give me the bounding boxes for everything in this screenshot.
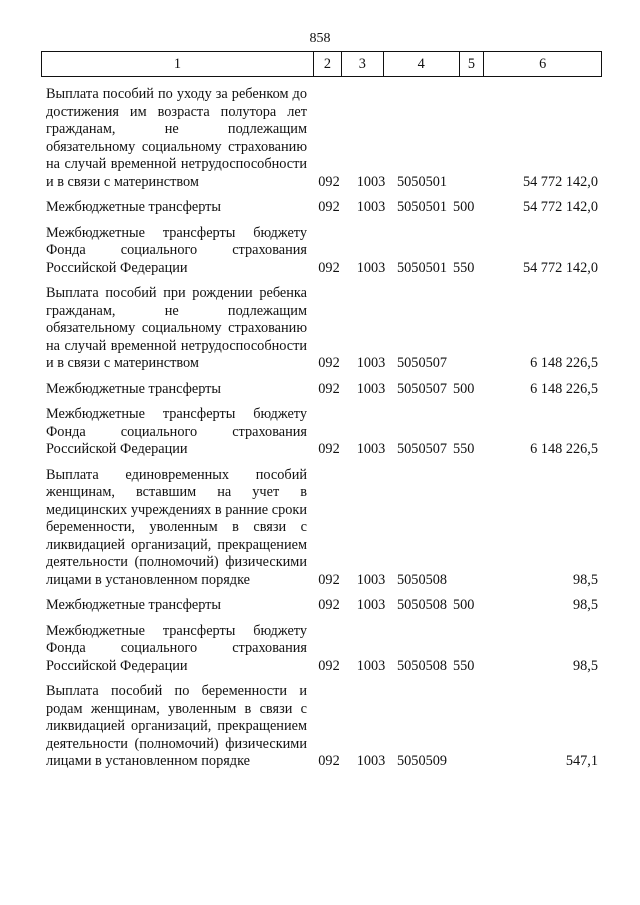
row-col-3: 1003 — [356, 199, 386, 215]
header-col-3: 3 — [342, 52, 384, 76]
header-col-4: 4 — [384, 52, 460, 76]
row-col-3: 1003 — [356, 441, 386, 457]
header-col-6: 6 — [539, 56, 547, 72]
row-amount: 98,5 — [572, 597, 598, 613]
row-col-2: 092 — [318, 753, 340, 769]
row-col-3: 1003 — [356, 259, 386, 276]
header-col-5: 5 — [460, 52, 485, 76]
row-col-2: 092 — [318, 259, 340, 276]
row-col-4: 5050509 — [397, 753, 448, 769]
row-col-3: 1003 — [356, 753, 386, 769]
row-amount: 54 772 142,0 — [522, 259, 598, 276]
row-amount: 54 772 142,0 — [522, 173, 598, 190]
row-col-2: 092 — [318, 199, 340, 215]
row-col-4: 5050501 — [397, 199, 448, 215]
row-col-4: 5050501 — [397, 259, 448, 276]
row-amount: 6 148 226,5 — [530, 355, 598, 371]
row-col-4: 5050508 — [397, 657, 448, 674]
table-row — [46, 86, 602, 191]
row-col-5: 500 — [453, 199, 475, 215]
row-amount: 54 772 142,0 — [522, 199, 598, 215]
row-name: Межбюджетные трансферты — [46, 199, 222, 215]
row-amount: 6 148 226,5 — [530, 441, 598, 457]
row-amount: 6 148 226,5 — [530, 380, 598, 397]
table-row — [46, 225, 602, 278]
header-col-1: 1 — [42, 52, 314, 76]
row-col-2: 092 — [318, 355, 340, 371]
table-row — [46, 406, 602, 459]
row-col-4: 5050508 — [397, 571, 448, 588]
row-name: Межбюджетные трансферты бюджету Фонда социального страхования Российской Федерации — [46, 224, 307, 276]
row-col-3: 1003 — [356, 657, 386, 674]
row-col-2: 092 — [318, 571, 340, 588]
table-row — [46, 623, 602, 676]
row-col-3: 1003 — [356, 173, 386, 190]
page-number: 858 — [309, 31, 331, 46]
table-row — [46, 381, 602, 399]
table-header — [41, 51, 602, 77]
row-col-3: 1003 — [356, 597, 386, 613]
row-name: Межбюджетные трансферты бюджету Фонда социального страхования Российской Федерации — [46, 406, 307, 457]
row-col-5: 550 — [453, 259, 475, 276]
table-row — [46, 467, 602, 590]
row-name: Межбюджетные трансферты — [46, 380, 222, 397]
row-name: Выплата единовременных пособий женщинам, вставшим на учет в медицинских учреждениях в ранние сроки беременности, уволенным в связи с ликвидацией организаций, прекращением деятельности (полномочий) физическими лицами в установленном порядке — [46, 466, 307, 588]
row-col-2: 092 — [318, 597, 340, 613]
table-row — [46, 683, 602, 771]
row-name: Выплата пособий по беременности и родам женщинам, уволенным в связи с ликвидацией организаций, прекращением деятельности (полномочий) физическими лицами в установленном порядке — [46, 683, 307, 769]
row-name: Выплата пособий по уходу за ребенком до достижения им возраста полутора лет гражданам, не подлежащим обязательному социальному страхованию на случай временной нетрудоспособности и в связи с материнством — [46, 86, 307, 190]
row-col-5: 550 — [453, 441, 475, 457]
row-col-4: 5050501 — [397, 173, 448, 190]
table-row — [46, 597, 602, 615]
row-name: Межбюджетные трансферты — [46, 597, 222, 613]
row-name: Выплата пособий при рождении ребенка гражданам, не подлежащим обязательному социальному страхованию на случай временной нетрудоспособности и в связи с материнством — [46, 285, 307, 371]
row-col-5: 550 — [453, 657, 475, 674]
row-col-2: 092 — [318, 657, 340, 674]
table-row — [46, 199, 602, 217]
table-body — [46, 86, 602, 779]
row-col-4: 5050507 — [397, 380, 448, 397]
row-col-4: 5050508 — [397, 597, 448, 613]
table-row — [46, 285, 602, 373]
row-col-2: 092 — [318, 380, 340, 397]
row-col-2: 092 — [318, 441, 340, 457]
row-amount: 98,5 — [572, 571, 598, 588]
row-amount: 547,1 — [565, 753, 598, 769]
row-col-3: 1003 — [356, 355, 386, 371]
row-col-3: 1003 — [356, 571, 386, 588]
row-col-5: 500 — [453, 380, 475, 397]
row-col-5: 500 — [453, 597, 475, 613]
row-col-3: 1003 — [356, 380, 386, 397]
row-amount: 98,5 — [572, 657, 598, 674]
row-col-2: 092 — [318, 173, 340, 190]
row-col-4: 5050507 — [397, 355, 448, 371]
row-col-4: 5050507 — [397, 441, 448, 457]
header-col-2: 2 — [314, 52, 342, 76]
row-name: Межбюджетные трансферты бюджету Фонда социального страхования Российской Федерации — [46, 622, 307, 674]
